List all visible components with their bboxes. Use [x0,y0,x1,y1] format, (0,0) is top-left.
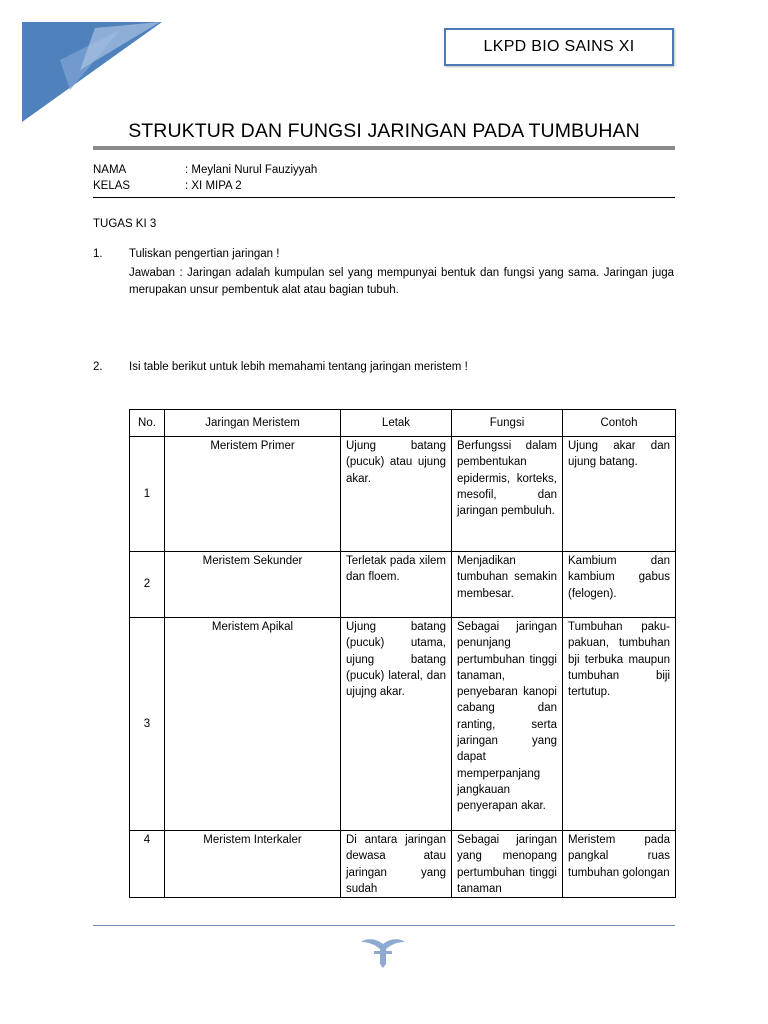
footer-divider [93,925,675,926]
tissue-name: Meristem Apikal [165,618,341,831]
header-cell: No. [130,410,165,437]
table-header-row [130,410,676,437]
question-number-2: 2. [93,361,103,373]
question-text-2: Isi table berikut untuk lebih memahami tentang jaringan meristem ! [129,361,468,373]
meristem-table [129,409,676,911]
table-bottom-border [129,897,676,898]
location-cell: Ujung batang (pucuk) atau ujung akar. [341,437,452,552]
header-cell: Letak [341,410,452,437]
tissue-name: Meristem Interkaler [165,831,341,911]
example-cell: Ujung akar dan ujung batang. [563,437,676,552]
table-row [130,552,676,618]
tissue-name: Meristem Primer [165,437,341,552]
name-label: NAMA [93,164,127,176]
function-cell: Berfungssi dalam pembentukan epidermis, korteks, mesofil, dan jaringan pembuluh. [452,437,563,552]
location-cell: Di antara jaringan dewasa atau jaringan yang sudah [341,831,452,911]
example-cell: Kambium dan kambium gabus (felogen). [563,552,676,618]
question-number-1: 1. [93,248,103,260]
row-number: 1 [130,437,165,552]
class-value: : XI MIPA 2 [185,180,242,192]
function-cell: Sebagai jaringan penunjang pertumbuhan tinggi tanaman, penyebaran kanopi cabang dan ranting, serta jaringan yang dapat memperpanjang jangkauan penyerapan akar. [452,618,563,831]
header-label: LKPD BIO SAINS XI [483,38,635,55]
page-title: STRUKTUR DAN FUNGSI JARINGAN PADA TUMBUHAN [128,120,640,142]
header-label-box [444,28,674,66]
task-title: TUGAS KI 3 [93,218,157,230]
table-row [130,618,676,831]
example-cell: Meristem pada pangkal ruas tumbuhan golongan [563,831,676,911]
function-cell: Sebagai jaringan yang menopang pertumbuhan tinggi tanaman [452,831,563,911]
question-text-1: Tuliskan pengertian jaringan ! [129,248,280,260]
corner-decoration-icon [0,0,180,130]
row-number: 3 [130,618,165,831]
header-cell: Contoh [563,410,676,437]
table-row [130,437,676,552]
meta-divider [93,197,675,198]
location-cell: Terletak pada xilem dan floem. [341,552,452,618]
fleur-ornament-icon [358,936,408,968]
answer-text-1: Jawaban : Jaringan adalah kumpulan sel yang mempunyai bentuk dan fungsi yang sama. Jaringan juga merupakan unsur pembentuk alat atau bagian tubuh. [129,267,674,296]
tissue-name: Meristem Sekunder [165,552,341,618]
location-cell: Ujung batang (pucuk) utama, ujung batang (pucuk) lateral, dan ujujng akar. [341,618,452,831]
example-cell: Tumbuhan paku-pakuan, tumbuhan bji terbuka maupun tumbuhan biji tertutup. [563,618,676,831]
name-value: : Meylani Nurul Fauziyyah [185,164,318,176]
header-cell: Fungsi [452,410,563,437]
title-divider [93,146,675,150]
row-number: 4 [130,831,165,911]
row-number: 2 [130,552,165,618]
header-cell: Jaringan Meristem [165,410,341,437]
class-label: KELAS [93,180,131,192]
function-cell: Menjadikan tumbuhan semakin membesar. [452,552,563,618]
